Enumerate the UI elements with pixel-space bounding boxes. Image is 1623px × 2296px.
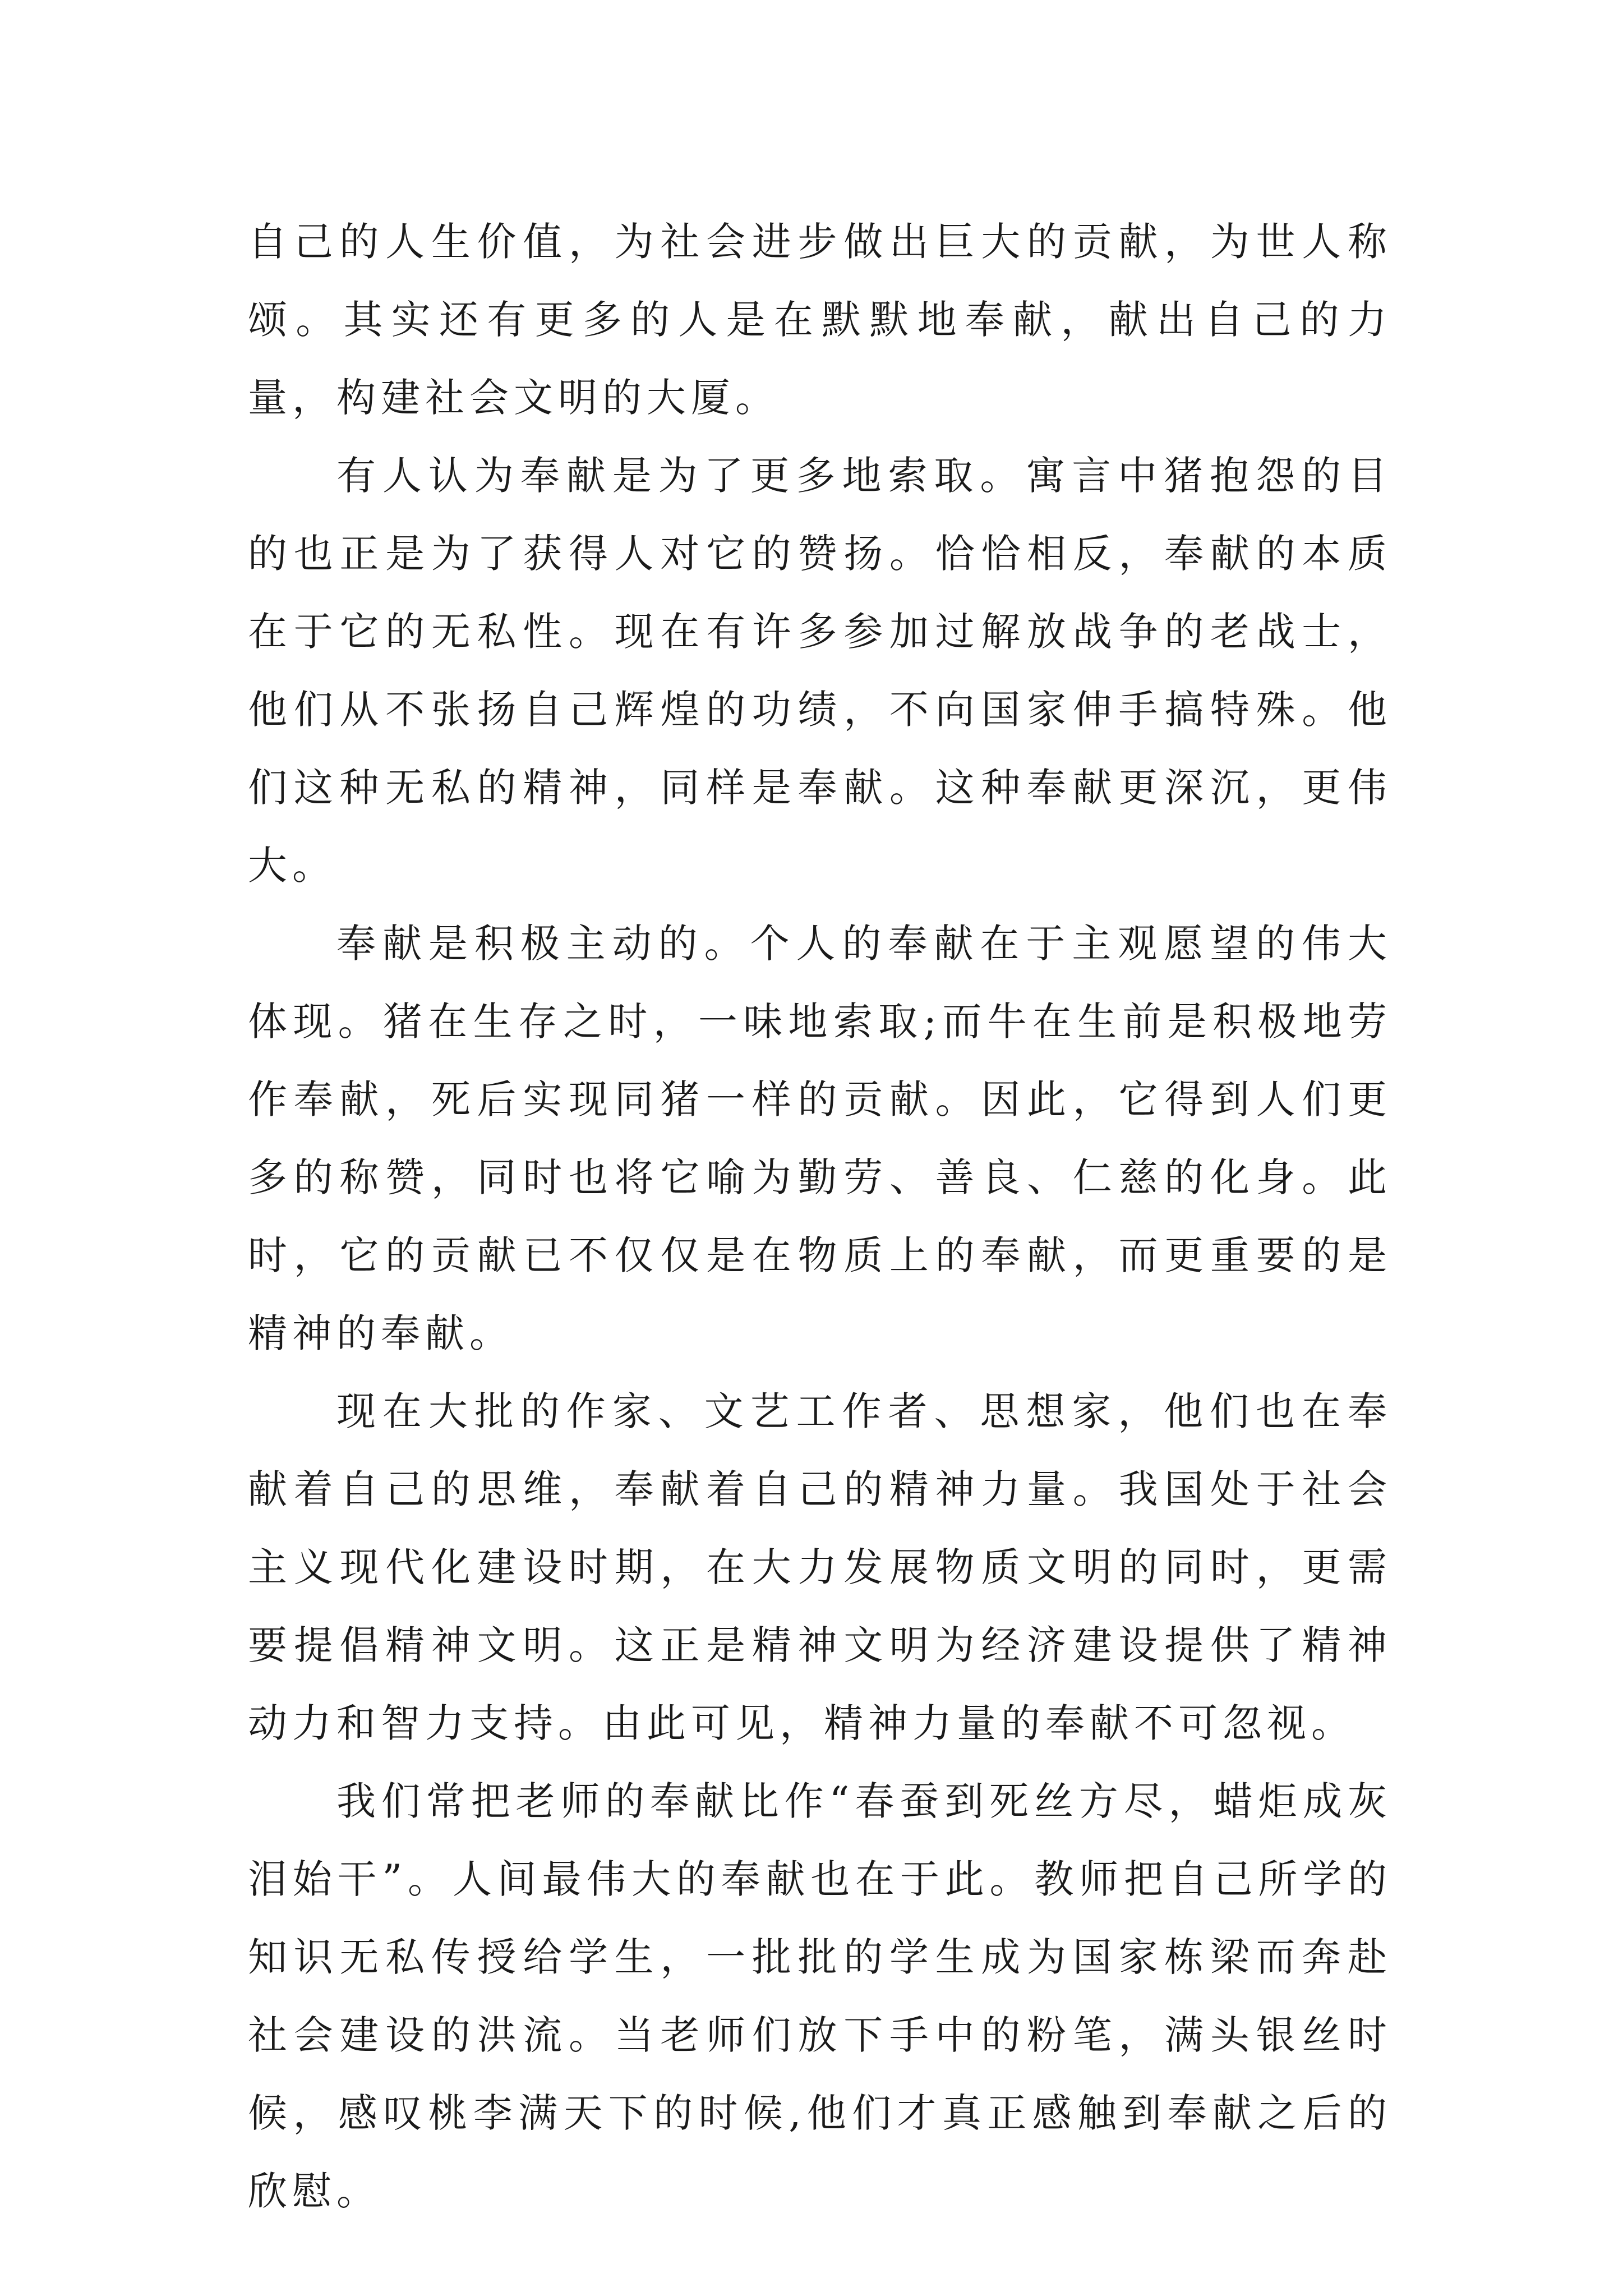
paragraph-continuation: 自己的人生价值，为社会进步做出巨大的贡献，为世人称颂。其实还有更多的人是在默默地奉献，献出自己的力量，构建社会文明的大厦。 (248, 219, 1392, 421)
paragraph-spiritual-contribution: 现在大批的作家、文艺工作者、思想家，他们也在奉献着自己的思维，奉献着自己的精神力量。我国处于社会主义现代化建设时期，在大力发展物质文明的同时，更需要提倡精神文明。这正是精神文明为经济建设提供了精神动力和智力支持。由此可见，精神力量的奉献不可忽视。 (248, 1388, 1392, 1746)
document-body (248, 203, 1392, 2230)
paragraph-selflessness: 有人认为奉献是为了更多地索取。寓言中猪抱怨的目的也正是为了获得人对它的赞扬。恰恰相反，奉献的本质在于它的无私性。现在有许多参加过解放战争的老战士，他们从不张扬自己辉煌的功绩，不向国家伸手搞特殊。他们这种无私的精神，同样是奉献。这种奉献更深沉，更伟大。 (248, 453, 1392, 889)
paragraph-teachers: 我们常把老师的奉献比作“春蚕到死丝方尽，蜡炬成灰泪始干”。人间最伟大的奉献也在于此。教师把自己所学的知识无私传授给学生，一批批的学生成为国家栋梁而奔赴社会建设的洪流。当老师们放下手中的粉笔，满头银丝时候，感叹桃李满天下的时候,他们才真正感触到奉献之后的欣慰。 (248, 1778, 1392, 2214)
paragraph-initiative: 奉献是积极主动的。个人的奉献在于主观愿望的伟大体现。猪在生存之时，一味地索取;而牛在生前是积极地劳作奉献，死后实现同猪一样的贡献。因此，它得到人们更多的称赞，同时也将它喻为勤劳、善良、仁慈的化身。此时，它的贡献已不仅仅是在物质上的奉献，而更重要的是精神的奉献。 (248, 921, 1392, 1356)
